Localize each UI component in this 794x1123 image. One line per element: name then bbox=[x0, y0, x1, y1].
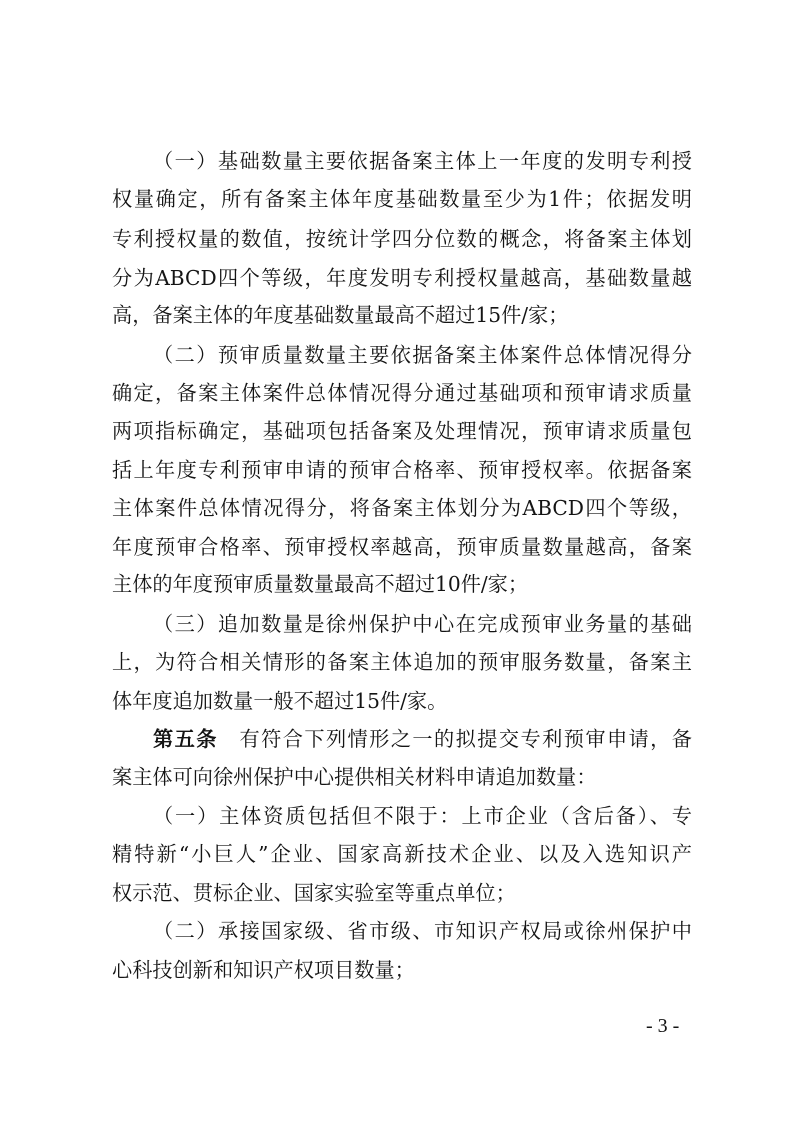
item-1-line-1: （一）主体资质包括但不限于：上市企业（含后备）、专 bbox=[153, 804, 692, 828]
paragraph-3-line-1: （三）追加数量是徐州保护中心在完成预审业务量的基础 bbox=[153, 612, 692, 636]
page-number: - 3 - bbox=[646, 1015, 680, 1037]
paragraph-2-line-7: 主体的年度预审质量数量最高不超过10件/家； bbox=[112, 572, 529, 596]
item-2-line-1: （二）承接国家级、省市级、市知识产权局或徐州保护中 bbox=[153, 919, 692, 943]
paragraph-3-line-2: 上，为符合相关情形的备案主体追加的预审服务数量，备案主 bbox=[112, 650, 692, 674]
item-2-line-2: 心科技创新和知识产权项目数量； bbox=[112, 958, 415, 982]
paragraph-1-line-2: 权量确定，所有备案主体年度基础数量至少为1件；依据发明 bbox=[112, 187, 692, 211]
paragraph-2-line-5: 主体案件总体情况得分，将备案主体划分为ABCD四个等级， bbox=[112, 496, 692, 520]
article-5-line-2: 案主体可向徐州保护中心提供相关材料申请追加数量： bbox=[112, 765, 597, 789]
paragraph-1-line-3: 专利授权量的数值，按统计学四分位数的概念，将备案主体划 bbox=[112, 227, 692, 251]
item-1-line-2: 精特新“小巨人”企业、国家高新技术企业、以及入选知识产 bbox=[112, 842, 692, 866]
paragraph-1-line-1: （一）基础数量主要依据备案主体上一年度的发明专利授 bbox=[153, 149, 692, 173]
paragraph-2-line-2: 确定，备案主体案件总体情况得分通过基础项和预审请求质量 bbox=[112, 381, 692, 405]
paragraph-2-line-4: 括上年度专利预审申请的预审合格率、预审授权率。依据备案 bbox=[112, 458, 692, 482]
article-5-text: 有符合下列情形之一的拟提交专利预审申请，备 bbox=[238, 727, 692, 751]
item-1-line-3: 权示范、贯标企业、国家实验室等重点单位； bbox=[112, 881, 516, 905]
article-5-line-1 bbox=[153, 722, 692, 756]
paragraph-2-line-1: （二）预审质量数量主要依据备案主体案件总体情况得分 bbox=[153, 343, 692, 367]
paragraph-3-line-3: 体年度追加数量一般不超过15件/家。 bbox=[112, 689, 448, 713]
article-heading: 第五条 bbox=[153, 727, 218, 751]
paragraph-1-line-4: 分为ABCD四个等级，年度发明专利授权量越高，基础数量越 bbox=[112, 266, 692, 290]
paragraph-2-line-3: 两项指标确定，基础项包括备案及处理情况，预审请求质量包 bbox=[112, 419, 692, 443]
paragraph-2-line-6: 年度预审合格率、预审授权率越高，预审质量数量越高，备案 bbox=[112, 535, 692, 559]
paragraph-1-line-5: 高，备案主体的年度基础数量最高不超过15件/家； bbox=[112, 303, 569, 327]
